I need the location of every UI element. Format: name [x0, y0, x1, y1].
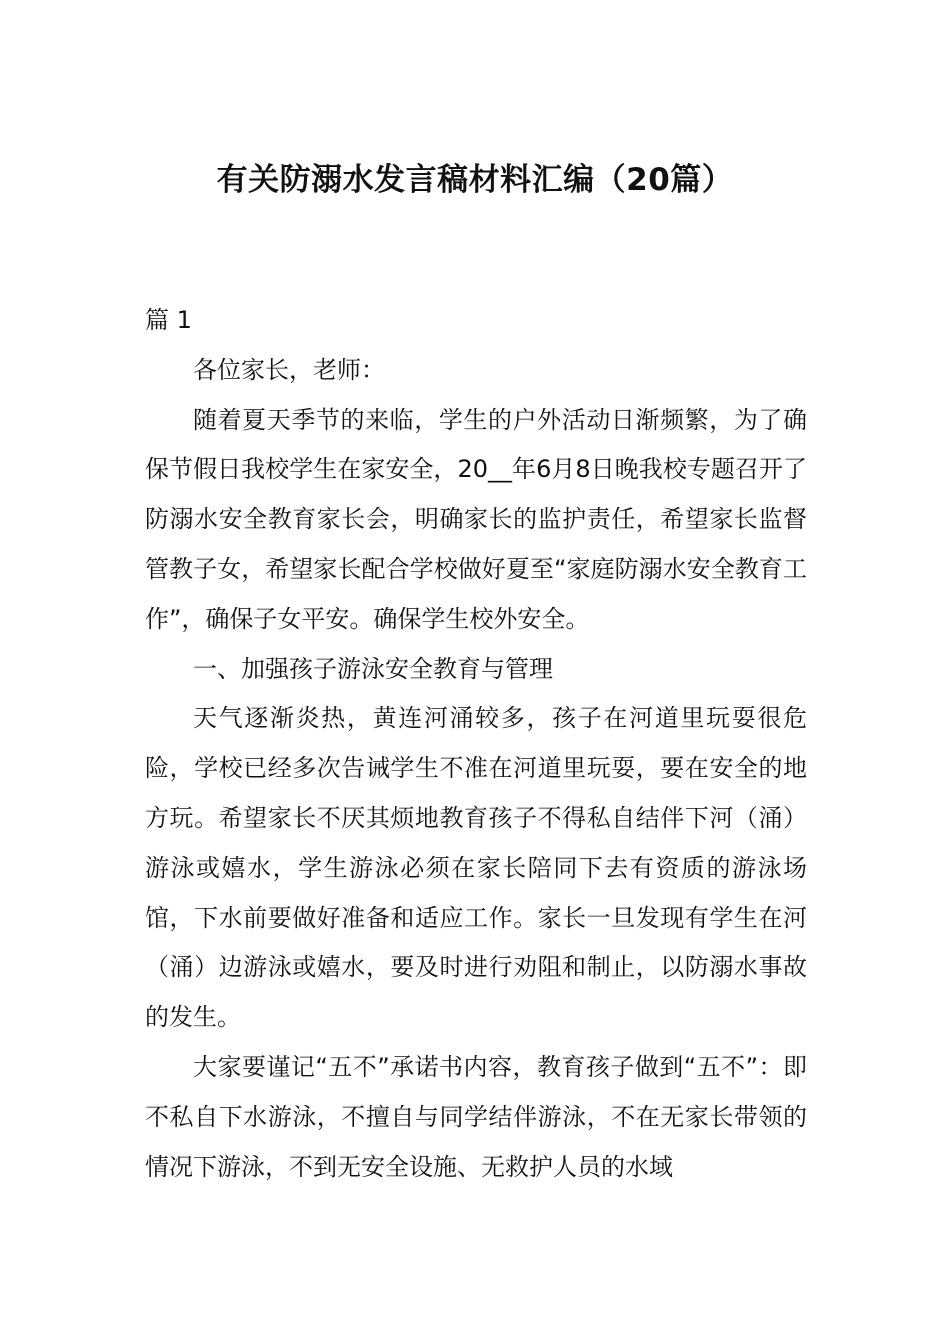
paragraph-body: 大家要谨记“五不”承诺书内容，教育孩子做到“五不”：即不私自下水游泳，不擅自与同学结伴游泳，不在无家长带领的情况下游泳，不到无安全设施、无救护人员的水域: [145, 1052, 807, 1181]
section-heading: 一、加强孩子游泳安全教育与管理: [193, 654, 553, 683]
paragraph-intro: 随着夏天季节的来临，学生的户外活动日渐频繁，为了确保节假日我校学生在家安全，20__年6月8日晚我校专题召开了防溺水安全教育家长会，明确家长的监护责任，希望家长监督管教子女，希望家长配合学校做好夏至“家庭防溺水安全教育工作”，确保子女平安。确保学生校外安全。: [145, 405, 807, 633]
paragraph-salutation: 各位家长，老师：: [193, 355, 385, 384]
paragraph-body: 天气逐渐炎热，黄连河涌较多，孩子在河道里玩耍很危险，学校已经多次告诫学生不准在河道里玩耍，要在安全的地方玩。希望家长不厌其烦地教育孩子不得私自结伴下河（涌）游泳或嬉水，学生游泳必须在家长陪同下去有资质的游泳场馆，下水前要做好准备和适应工作。家长一旦发现有学生在河（涌）边游泳或嬉水，要及时进行劝阻和制止，以防溺水事故的发生。: [145, 704, 807, 1032]
document-body: [145, 296, 807, 1192]
section-label: 篇 1: [145, 306, 192, 334]
document-title: 有关防溺水发言稿材料汇编（20篇）: [216, 162, 734, 198]
